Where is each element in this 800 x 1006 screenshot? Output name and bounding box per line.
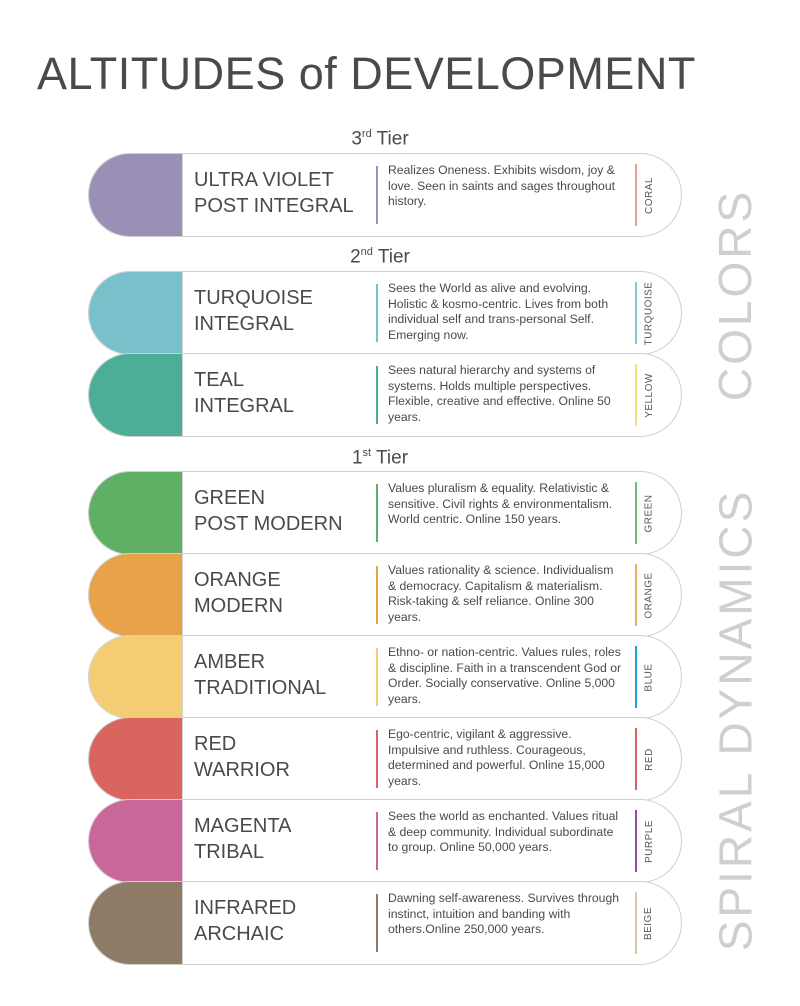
spiral-code-label: BLUE [643,662,655,692]
color-swatch [89,636,183,718]
accent-bar [376,484,378,542]
altitude-description: Ego-centric, vigilant & aggressive. Impulsive and ruthless. Courageous, determined and powerful. Online 15,000 years. [388,727,605,788]
altitude-description: Sees the World as alive and evolving. Holistic & kosmo-centric. Lives from both individual self and trans-personal Self. Emerging now. [388,281,609,342]
spiral-code-label: GREEN [643,493,655,533]
spiral-color-bar [635,728,637,790]
altitude-name: ORANGE MODERN [194,569,283,617]
altitude-name: TEAL INTEGRAL [194,369,295,417]
tier-heading-second: 2nd Tier [350,246,410,268]
spiral-code-label: BEIGE [643,906,655,940]
accent-bar [376,812,378,870]
colors-side-label: COLORS [709,188,762,402]
spiral-color-bar [635,892,637,954]
color-swatch [89,272,183,354]
color-swatch [89,472,183,554]
spiral-code-label: CORAL [643,176,655,214]
altitude-description: Dawning self-awareness. Survives through instinct, intuition and banding with others.Online 250,000 years. [388,891,619,937]
altitude-description: Ethno- or nation-centric. Values rules, roles & discipline. Faith in a transcendent God or Order. Socially conservative. Online 5,000 years. [388,645,622,706]
altitude-row-turquoise [88,271,682,355]
accent-bar [376,566,378,624]
spiral-color-bar [635,164,637,226]
color-swatch [89,554,183,636]
spiral-dynamics-side-label: SPIRAL DYNAMICS [709,488,762,952]
altitude-row-infrared [88,881,682,965]
page-title: ALTITUDES of DEVELOPMENT [37,48,696,99]
tier-heading-third: 3rd Tier [351,128,409,150]
color-swatch [89,718,183,800]
accent-bar [376,284,378,342]
color-swatch [89,800,183,882]
altitude-description: Realizes Oneness. Exhibits wisdom, joy & love. Seen in saints and sages throughout history. [388,163,615,209]
altitude-name: RED WARRIOR [194,733,290,781]
color-swatch [89,882,183,964]
accent-bar [376,648,378,706]
altitude-name: GREEN POST MODERN [194,487,343,535]
accent-bar [376,366,378,424]
altitude-name: ULTRA VIOLET POST INTEGRAL [194,169,354,217]
altitude-description: Sees natural hierarchy and systems of systems. Holds multiple perspectives. Flexible, creative and effective. Online 50 years. [388,363,611,424]
spiral-code-label: ORANGE [643,571,655,619]
spiral-code-label: PURPLE [643,819,655,863]
accent-bar [376,166,378,224]
altitude-row-amber [88,635,682,719]
altitude-row-magenta [88,799,682,883]
accent-bar [376,730,378,788]
spiral-color-bar [635,364,637,426]
altitude-row-teal [88,353,682,437]
altitude-row-ultra-violet [88,153,682,237]
spiral-code-label: TURQUOISE [643,281,655,345]
tier-heading-first: 1st Tier [351,447,409,469]
color-swatch [89,154,183,236]
altitude-name: INFRARED ARCHAIC [194,897,297,945]
spiral-code-label: RED [643,747,655,771]
accent-bar [376,894,378,952]
spiral-color-bar [635,564,637,626]
spiral-code-label: YELLOW [643,372,655,418]
spiral-color-bar [635,482,637,544]
color-swatch [89,354,183,436]
altitude-row-green [88,471,682,555]
spiral-color-bar [635,282,637,344]
altitude-description: Values pluralism & equality. Relativistic & sensitive. Civil rights & environmentalism. World centric. Online 150 years. [388,481,613,527]
spiral-color-bar [635,646,637,708]
spiral-color-bar [635,810,637,872]
altitude-name: TURQUOISE INTEGRAL [194,287,313,335]
altitude-row-red [88,717,682,801]
altitude-name: AMBER TRADITIONAL [194,651,327,699]
altitude-name: MAGENTA TRIBAL [194,815,292,863]
altitude-row-orange [88,553,682,637]
altitude-description: Sees the world as enchanted. Values ritual & deep community. Individual subordinate to group. Online 50,000 years. [388,809,619,855]
altitude-description: Values rationality & science. Individualism & democracy. Capitalism & materialism. Risk-taking & self reliance. Online 300 years. [388,563,614,624]
